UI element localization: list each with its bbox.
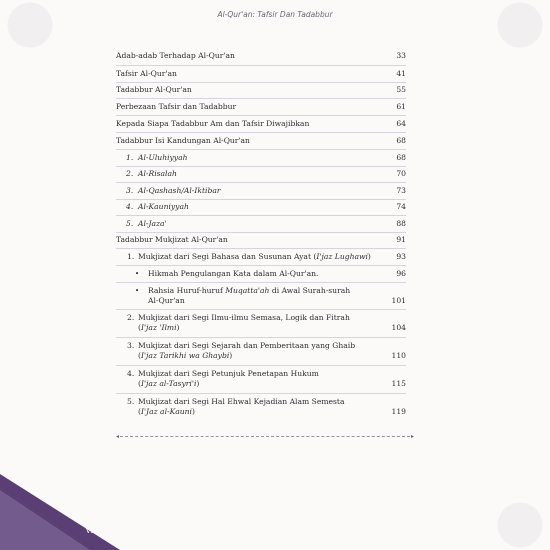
separator bbox=[116, 215, 406, 216]
toc-page: 73 bbox=[396, 186, 406, 195]
toc-marker: 2. bbox=[127, 313, 135, 322]
toc-title-line2: (I'jaz Tarikhi wa Ghaybi) bbox=[138, 351, 233, 360]
toc-page: 93 bbox=[396, 252, 406, 261]
toc-title-line2: Al-Qur'an bbox=[148, 296, 185, 305]
toc-title-line2: (I'jaz 'Ilmi) bbox=[138, 323, 180, 332]
toc-page: 41 bbox=[396, 69, 406, 78]
separator bbox=[116, 232, 406, 233]
separator bbox=[116, 182, 406, 183]
toc-title: Hikmah Pengulangan Kata dalam Al-Qur'an. bbox=[148, 269, 319, 278]
toc-title-line2: (I'jaz al-Tasyri'i) bbox=[138, 379, 200, 388]
separator bbox=[116, 309, 406, 310]
toc-title-line2: (I'Jaz al-Kauni) bbox=[138, 407, 195, 416]
toc-marker: 5. bbox=[126, 219, 134, 228]
toc-title: Kepada Siapa Tadabbur Am dan Tafsir Diwajibkan bbox=[116, 119, 310, 128]
toc-page: 104 bbox=[391, 323, 406, 332]
toc-page: 68 bbox=[396, 136, 406, 145]
toc-page: 55 bbox=[396, 85, 406, 94]
separator bbox=[116, 199, 406, 200]
toc-title: Tadabbur Al-Qur'an bbox=[116, 85, 192, 94]
toc-title: Rahsia Huruf-huruf Muqatta'ah di Awal Surah-surah bbox=[148, 286, 351, 295]
toc-page: 68 bbox=[396, 153, 406, 162]
toc-page: 115 bbox=[391, 379, 406, 388]
toc-page: 61 bbox=[396, 102, 406, 111]
toc-page: 119 bbox=[391, 407, 406, 416]
separator bbox=[116, 65, 406, 66]
toc-page: 96 bbox=[396, 269, 406, 278]
toc-title: Mukjizat dari Segi Bahasa dan Susunan Ayat (I'jaz Lughawi) bbox=[138, 252, 371, 261]
corner-decoration bbox=[0, 490, 90, 550]
running-header: Al-Qur'an: Tafsir Dan Tadabbur bbox=[217, 10, 333, 19]
toc-page: 74 bbox=[396, 202, 406, 211]
separator bbox=[116, 166, 406, 167]
toc-page: 64 bbox=[396, 119, 406, 128]
toc-title: Tadabbur Isi Kandungan Al-Qur'an bbox=[116, 136, 250, 145]
separator bbox=[116, 149, 406, 150]
toc-marker: 1. bbox=[126, 153, 134, 162]
toc-marker: 1. bbox=[127, 252, 135, 261]
separator bbox=[116, 248, 406, 249]
toc-title: Mukjizat dari Segi Ilmu-ilmu Semasa, Logik dan Fitrah bbox=[138, 313, 350, 322]
toc-title: Perbezaan Tafsir dan Tadabbur bbox=[116, 102, 237, 111]
toc-marker: 5. bbox=[127, 397, 135, 406]
separator bbox=[116, 337, 406, 338]
toc-page: 70 bbox=[396, 169, 406, 178]
toc-marker: 4. bbox=[127, 369, 135, 378]
toc-marker: 3. bbox=[127, 341, 135, 350]
separator bbox=[116, 132, 406, 133]
toc-title: Al-Uluhiyyah bbox=[138, 153, 188, 162]
toc-title: Al-Risalah bbox=[138, 169, 177, 178]
toc-marker: 2. bbox=[126, 169, 134, 178]
toc-title: Al-Kauniyyah bbox=[138, 202, 189, 211]
toc-page: 91 bbox=[396, 235, 406, 244]
separator bbox=[116, 115, 406, 116]
separator bbox=[116, 265, 406, 266]
toc-title: Mukjizat dari Segi Hal Ehwal Kejadian Alam Semesta bbox=[138, 397, 345, 406]
toc-page: 110 bbox=[391, 351, 406, 360]
toc-title: Tafsir Al-Qur'an bbox=[116, 69, 177, 78]
toc-title: Mukjizat dari Segi Petunjuk Penetapan Hukum bbox=[138, 369, 319, 378]
toc-page: 33 bbox=[396, 51, 406, 60]
toc-page: 88 bbox=[396, 219, 406, 228]
separator bbox=[116, 282, 406, 283]
toc-title: Al-Qashash/Al-Iktibar bbox=[138, 186, 221, 195]
bullet-icon: • bbox=[135, 287, 140, 295]
separator bbox=[116, 393, 406, 394]
toc-title: Tadabbur Mukjizat Al-Qur'an bbox=[116, 235, 228, 244]
toc-title: Al-Jaza' bbox=[138, 219, 167, 228]
page-number: vi bbox=[86, 526, 94, 535]
bottom-divider bbox=[116, 433, 414, 440]
divider-end-icon: ◂ bbox=[116, 433, 120, 440]
toc-marker: 3. bbox=[126, 186, 134, 195]
bullet-icon: • bbox=[135, 270, 140, 278]
toc-title: Mukjizat dari Segi Sejarah dan Pemberitaan yang Ghaib bbox=[138, 341, 356, 350]
divider-end-icon: ▸ bbox=[410, 433, 414, 440]
separator bbox=[116, 82, 406, 83]
separator bbox=[116, 365, 406, 366]
separator bbox=[116, 98, 406, 99]
toc-page: 101 bbox=[391, 296, 406, 305]
toc-title: Adab-adab Terhadap Al-Qur'an bbox=[116, 51, 235, 60]
toc-marker: 4. bbox=[126, 202, 134, 211]
